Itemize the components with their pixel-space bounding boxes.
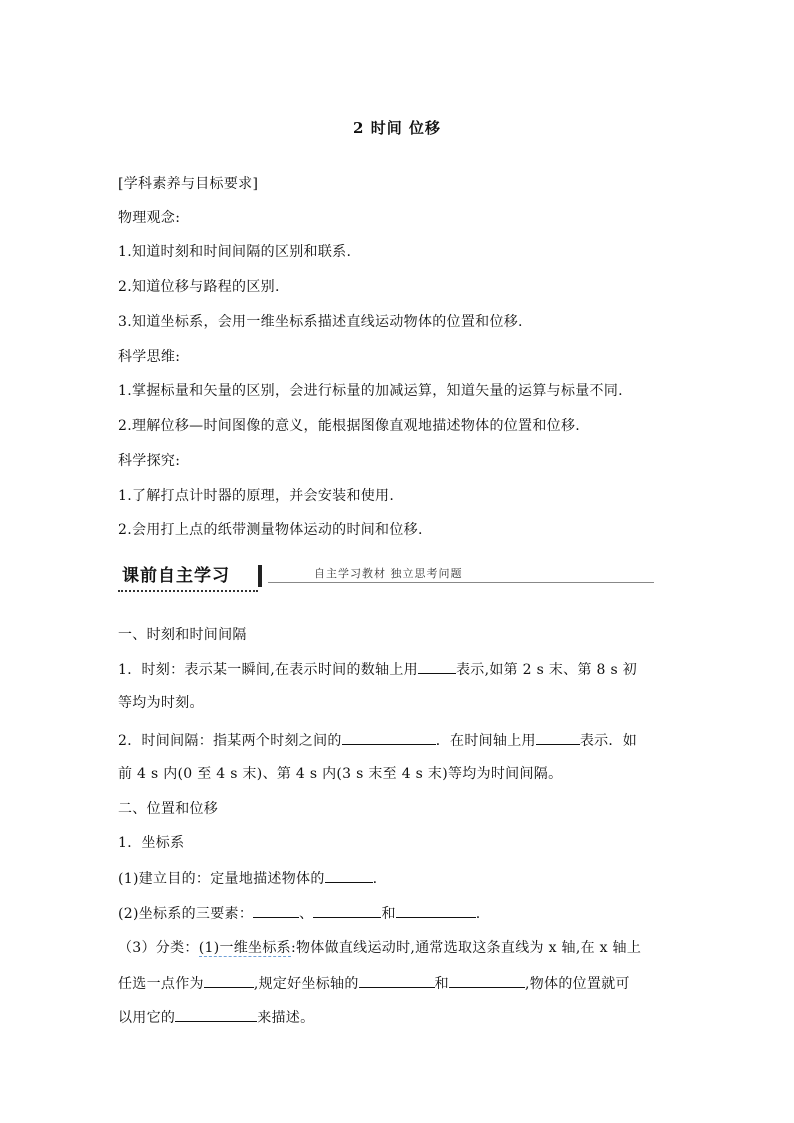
text: 和 bbox=[381, 906, 396, 922]
banner-rule bbox=[268, 582, 654, 583]
page-title: 2 时间 位移 bbox=[353, 119, 441, 137]
text: 表示．如 bbox=[579, 733, 638, 749]
objectives-heading: [学科素养与目标要求] bbox=[118, 176, 259, 192]
text: 表示,如第 2 s 末、第 8 s 初 bbox=[455, 662, 638, 678]
fill-blank[interactable] bbox=[325, 867, 373, 883]
section-1-item-1 bbox=[118, 658, 637, 679]
text: ,物体的位置就可 bbox=[524, 976, 630, 992]
section-2-p3-cont-2 bbox=[118, 1006, 314, 1027]
text: :物体做直线运动时,通常选取这条直线为 x 轴,在 x 轴上 bbox=[290, 940, 642, 956]
section-2-p2 bbox=[118, 902, 481, 923]
fill-blank[interactable] bbox=[359, 972, 435, 988]
text: (2)坐标系的三要素： bbox=[118, 906, 254, 922]
text: 、 bbox=[299, 906, 314, 922]
banner-dotted-rule bbox=[118, 590, 258, 592]
scientific-inquiry-item-2: 2.会用打上点的纸带测量物体运动的时间和位移. bbox=[118, 522, 423, 538]
text: 和 bbox=[434, 976, 449, 992]
physics-concept-item-1: 1.知道时刻和时间间隔的区别和联系. bbox=[118, 244, 352, 260]
scientific-inquiry-item-1: 1.了解打点计时器的原理，并会安装和使用. bbox=[118, 488, 395, 504]
text: ．在时间轴上用 bbox=[435, 733, 536, 749]
section-2-item-1: 1．坐标系 bbox=[118, 835, 185, 851]
section-2-p1 bbox=[118, 867, 377, 888]
text: （3）分类： bbox=[118, 940, 199, 956]
text: ,规定好坐标轴的 bbox=[253, 976, 359, 992]
section-1-item-2 bbox=[118, 729, 637, 750]
fill-blank[interactable] bbox=[175, 1006, 257, 1022]
text: . bbox=[475, 906, 481, 922]
fill-blank[interactable] bbox=[253, 902, 299, 918]
text: 1．时刻：表示某一瞬间,在表示时间的数轴上用 bbox=[118, 662, 418, 678]
fill-blank[interactable] bbox=[418, 658, 456, 674]
text: 以用它的 bbox=[118, 1010, 176, 1026]
section-1-heading: 一、时刻和时间间隔 bbox=[118, 627, 247, 643]
fill-blank[interactable] bbox=[449, 972, 525, 988]
text: . bbox=[372, 871, 378, 887]
section-2-heading: 二、位置和位移 bbox=[118, 801, 219, 817]
scientific-inquiry-label: 科学探究: bbox=[118, 453, 181, 469]
fill-blank[interactable] bbox=[396, 902, 476, 918]
section-1-item-1-cont: 等均为时刻。 bbox=[118, 695, 204, 711]
fill-blank[interactable] bbox=[313, 902, 381, 918]
text: (1)建立目的：定量地描述物体的 bbox=[118, 871, 325, 887]
physics-concept-item-2: 2.知道位移与路程的区别. bbox=[118, 279, 280, 295]
section-banner bbox=[118, 563, 654, 589]
scientific-thinking-label: 科学思维: bbox=[118, 349, 181, 365]
scientific-thinking-item-1: 1.掌握标量和矢量的区别，会进行标量的加减运算，知道矢量的运算与标量不同. bbox=[118, 383, 623, 399]
fill-blank[interactable] bbox=[204, 972, 254, 988]
text: 任选一点作为 bbox=[118, 976, 204, 992]
physics-concept-item-3: 3.知道坐标系，会用一维坐标系描述直线运动物体的位置和位移. bbox=[118, 314, 523, 330]
text: 来描述。 bbox=[257, 1010, 315, 1026]
section-2-p3-cont bbox=[118, 972, 630, 993]
section-2-p3 bbox=[118, 937, 641, 957]
fill-blank[interactable] bbox=[536, 729, 580, 745]
scientific-thinking-item-2: 2.理解位移—时间图像的意义，能根据图像直观地描述物体的位置和位移. bbox=[118, 418, 581, 434]
text: (1)一维坐标系 bbox=[198, 940, 291, 956]
physics-concept-label: 物理观念: bbox=[118, 210, 181, 226]
banner-subtitle: 自主学习教材 独立思考问题 bbox=[314, 567, 463, 580]
banner-tab-label: 课前自主学习 bbox=[118, 563, 262, 589]
text: 2．时间间隔：指某两个时刻之间的 bbox=[118, 733, 342, 749]
fill-blank[interactable] bbox=[342, 729, 436, 745]
section-1-item-2-cont: 前 4 s 内(0 至 4 s 末)、第 4 s 内(3 s 末至 4 s 末)等均为时间间隔。 bbox=[118, 766, 563, 782]
